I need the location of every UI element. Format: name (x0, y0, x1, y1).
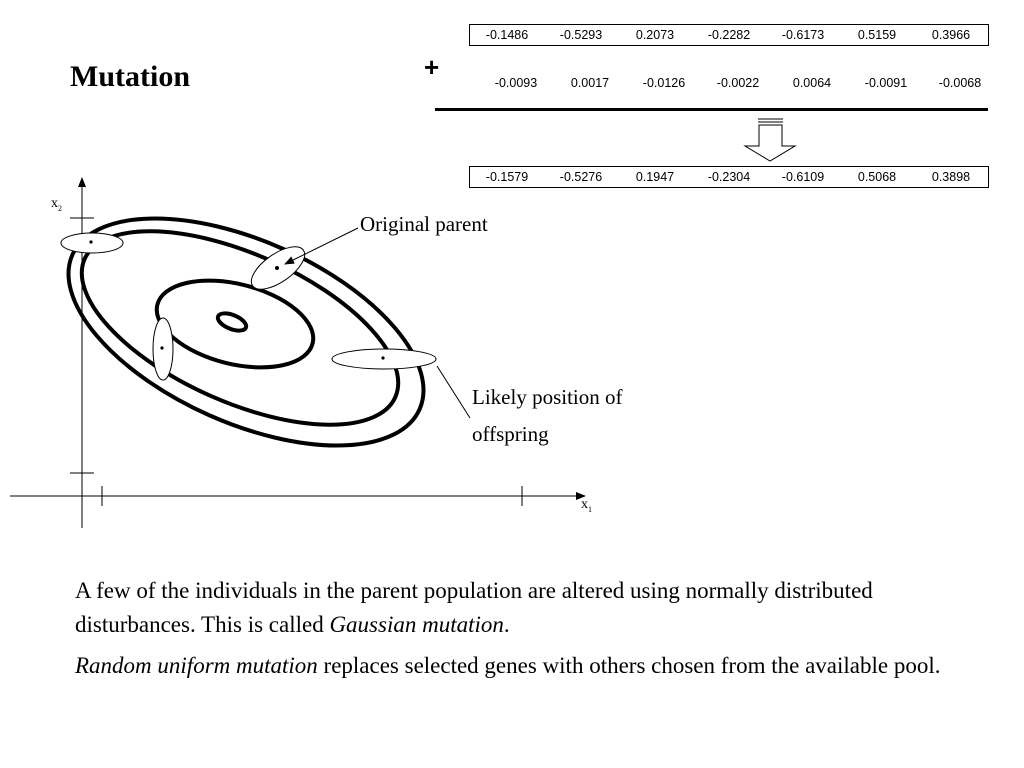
offspring-label-line2: offspring (472, 422, 549, 446)
contour-third (148, 266, 323, 382)
gaussian-mutation-term: Gaussian mutation (329, 612, 504, 637)
parent-gene: -0.2282 (707, 28, 751, 42)
uniform-mutation-paragraph: Random uniform mutation replaces selected genes with others chosen from the available pool. (75, 653, 941, 678)
parent-gene: -0.6173 (781, 28, 825, 42)
offspring-label-line1: Likely position of (472, 385, 623, 409)
perturbation-gene: -0.0091 (864, 76, 908, 90)
gaussian-mutation-paragraph: A few of the individuals in the parent population are altered using normally distributed disturbances. This is called Gaussian mutation. (75, 578, 873, 637)
original-parent-label: Original parent (360, 212, 488, 236)
offspring-gene: 0.5068 (857, 170, 897, 184)
perturbation-gene: 0.0017 (570, 76, 610, 90)
perturbation-gene: -0.0126 (642, 76, 686, 90)
perturbation-gene: 0.0064 (792, 76, 832, 90)
parent-callout-line (285, 228, 358, 264)
offspring-gene: 0.1947 (635, 170, 675, 184)
offspring-gene: -0.1579 (485, 170, 529, 184)
y-axis-label: $x_2$ (51, 196, 62, 213)
parent-gene: -0.1486 (485, 28, 529, 42)
slide-title: Mutation (70, 60, 190, 93)
offspring-gene: -0.2304 (707, 170, 751, 184)
perturbation-gene: -0.0093 (494, 76, 538, 90)
offspring-gene: -0.5276 (559, 170, 603, 184)
offspring-gene: 0.3898 (931, 170, 971, 184)
parent-gene: -0.5293 (559, 28, 603, 42)
contour-center (215, 310, 248, 334)
offspring-gene: -0.6109 (781, 170, 825, 184)
perturbation-gene: -0.0022 (716, 76, 760, 90)
x-axis-label: $x_1$ (581, 497, 592, 514)
down-arrow-icon (745, 119, 795, 161)
uniform-mutation-term: Random uniform mutation (75, 653, 318, 678)
parent-gene: 0.2073 (635, 28, 675, 42)
offspring-callout-line (437, 366, 470, 418)
plus-sign: + (424, 52, 440, 82)
perturbation-gene: -0.0068 (938, 76, 982, 90)
parent-gene: 0.3966 (931, 28, 971, 42)
parent-gene: 0.5159 (857, 28, 897, 42)
